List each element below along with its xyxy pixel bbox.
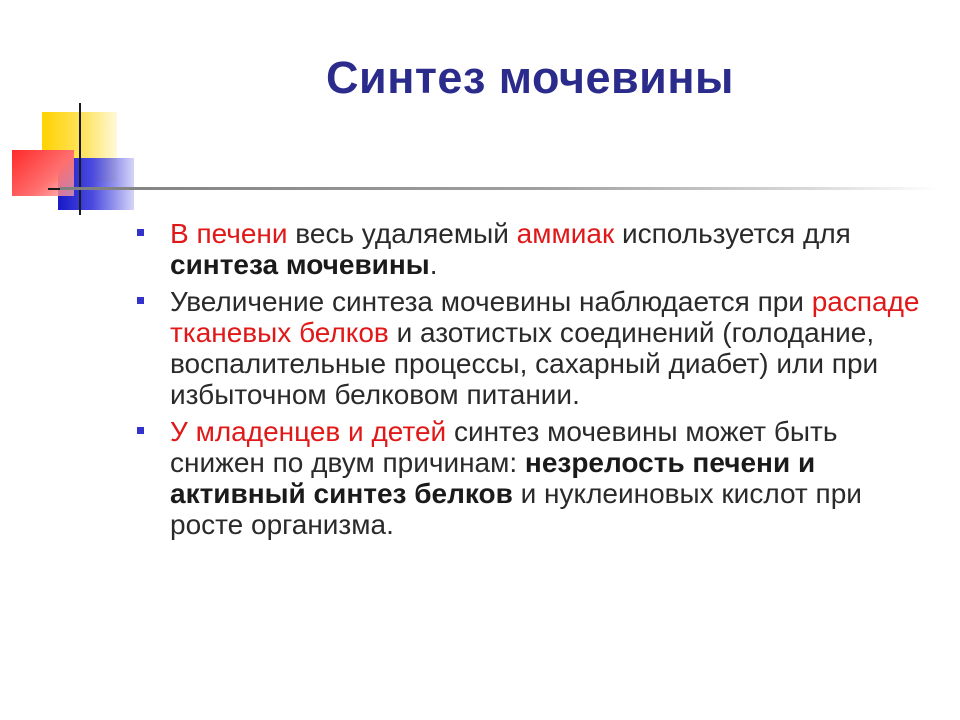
square-bullet-icon [137,297,144,304]
square-bullet-icon [137,229,144,236]
text-segment: синтез мочевины может быть снижен по двум причинам: [170,416,838,478]
bullet-text [170,218,930,280]
decorative-squares-logo [0,0,140,215]
bullet-list [130,218,930,546]
text-segment: синтеза мочевины [170,249,430,280]
bullet-item-3 [130,416,930,540]
text-segment: и азотистых соединений (голодание, воспалительные процессы, сахарный диабет) или при избыточном белковом питании. [170,317,879,410]
text-segment: У младенцев и детей [170,416,447,447]
text-segment: незрелость печени и активный синтез белков [170,447,816,509]
bullet-item-1 [130,218,930,280]
text-segment: аммиак [516,218,615,249]
logo-vertical-line [79,103,81,215]
text-segment: весь удаляемый [287,218,517,249]
bullet-item-2 [130,286,930,410]
text-segment: Увеличение синтеза мочевины наблюдается при [170,286,812,317]
bullet-text [170,286,930,410]
slide-title: Синтез мочевины [326,52,734,103]
bullet-text [170,416,930,540]
text-segment: и нуклеиновых кислот при росте организма. [170,478,862,540]
title-divider [60,187,940,190]
text-segment: В печени [170,218,288,249]
text-segment: распаде тканевых белков [170,286,920,348]
square-bullet-icon [137,427,144,434]
text-segment: . [429,249,438,280]
text-segment: используется для [614,218,851,249]
